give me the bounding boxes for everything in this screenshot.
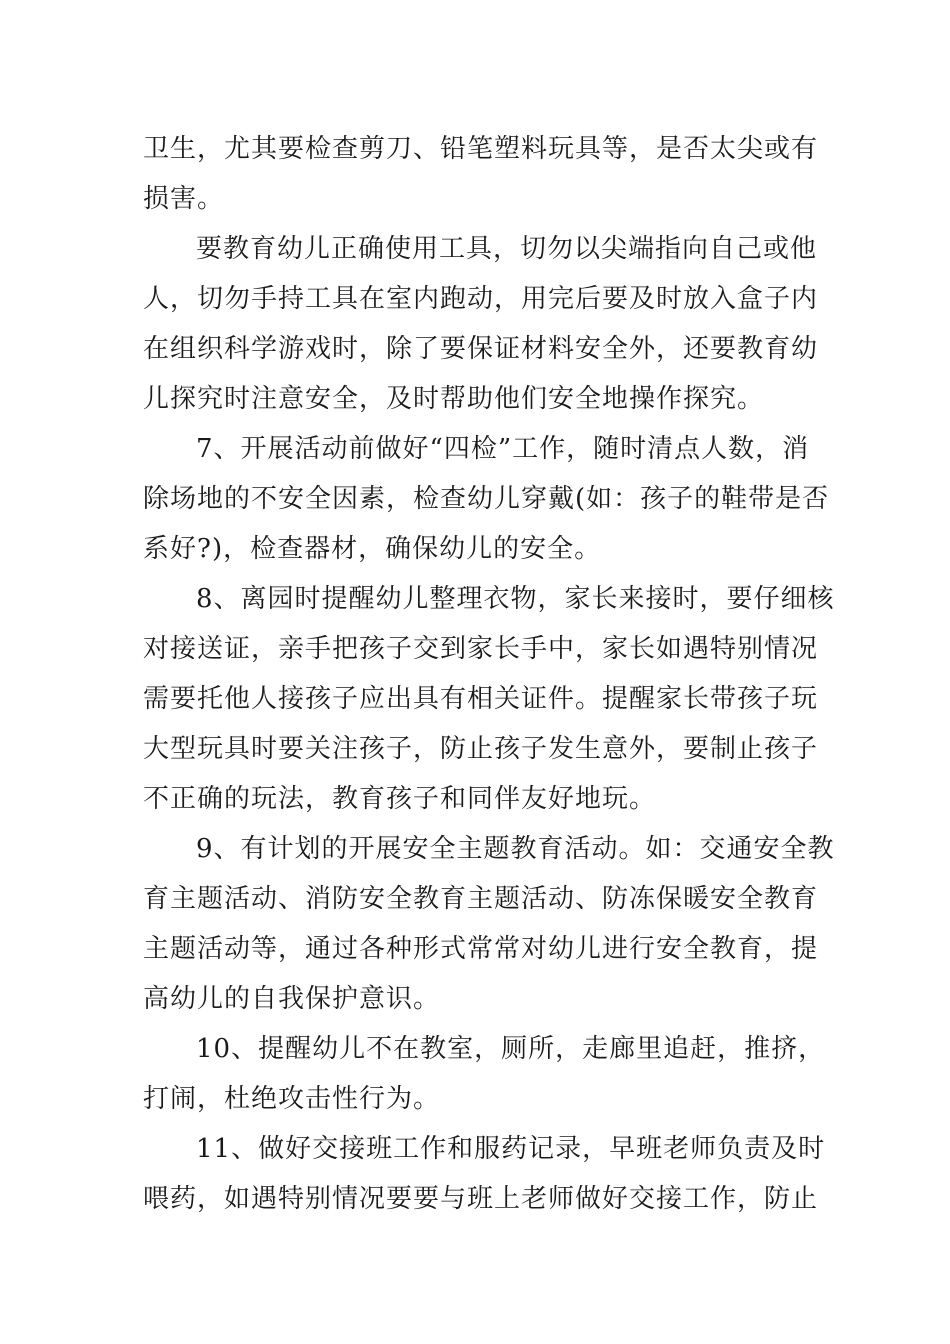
text-line: 在组织科学游戏时，除了要保证材料安全外，还要教育幼 — [143, 334, 819, 364]
text-line: 10、提醒幼儿不在教室，厕所，走廊里追赶，推挤， — [196, 1034, 826, 1064]
text-line: 不正确的玩法，教育孩子和同伴友好地玩。 — [143, 784, 657, 814]
text-line: 主题活动等，通过各种形式常常对幼儿进行安全教育，提 — [143, 934, 819, 964]
text-line: 育主题活动、消防安全教育主题活动、防冻保暖安全教育 — [143, 884, 819, 914]
text-line: 7、开展活动前做好“四检”工作，随时清点人数，消 — [196, 434, 810, 464]
text-line: 除场地的不安全因素，检查幼儿穿戴(如：孩子的鞋带是否 — [143, 484, 830, 514]
text-line: 人，切勿手持工具在室内跑动，用完后要及时放入盒子内 — [143, 284, 819, 314]
document-body — [143, 124, 835, 1224]
text-line: 大型玩具时要关注孩子，防止孩子发生意外，要制止孩子 — [143, 734, 819, 764]
text-line: 要教育幼儿正确使用工具，切勿以尖端指向自己或他 — [196, 234, 818, 264]
text-line: 需要托他人接孩子应出具有相关证件。提醒家长带孩子玩 — [143, 684, 819, 714]
text-line: 高幼儿的自我保护意识。 — [143, 984, 441, 1014]
text-line: 系好?)，检查器材，确保幼儿的安全。 — [143, 534, 602, 564]
text-line: 卫生，尤其要检查剪刀、铅笔塑料玩具等，是否太尖或有 — [143, 134, 819, 164]
text-line: 喂药，如遇特别情况要要与班上老师做好交接工作，防止 — [143, 1184, 819, 1214]
text-line: 8、离园时提醒幼儿整理衣物，家长来接时，要仔细核 — [196, 584, 835, 614]
text-line: 儿探究时注意安全，及时帮助他们安全地操作探究。 — [143, 384, 765, 414]
text-line: 9、有计划的开展安全主题教育活动。如：交通安全教 — [196, 834, 835, 864]
text-line: 损害。 — [143, 184, 225, 214]
text-line: 11、做好交接班工作和服药记录，早班老师负责及时 — [196, 1134, 826, 1164]
text-line: 对接送证，亲手把孩子交到家长手中，家长如遇特别情况 — [143, 634, 819, 664]
text-line: 打闹，杜绝攻击性行为。 — [143, 1084, 441, 1114]
